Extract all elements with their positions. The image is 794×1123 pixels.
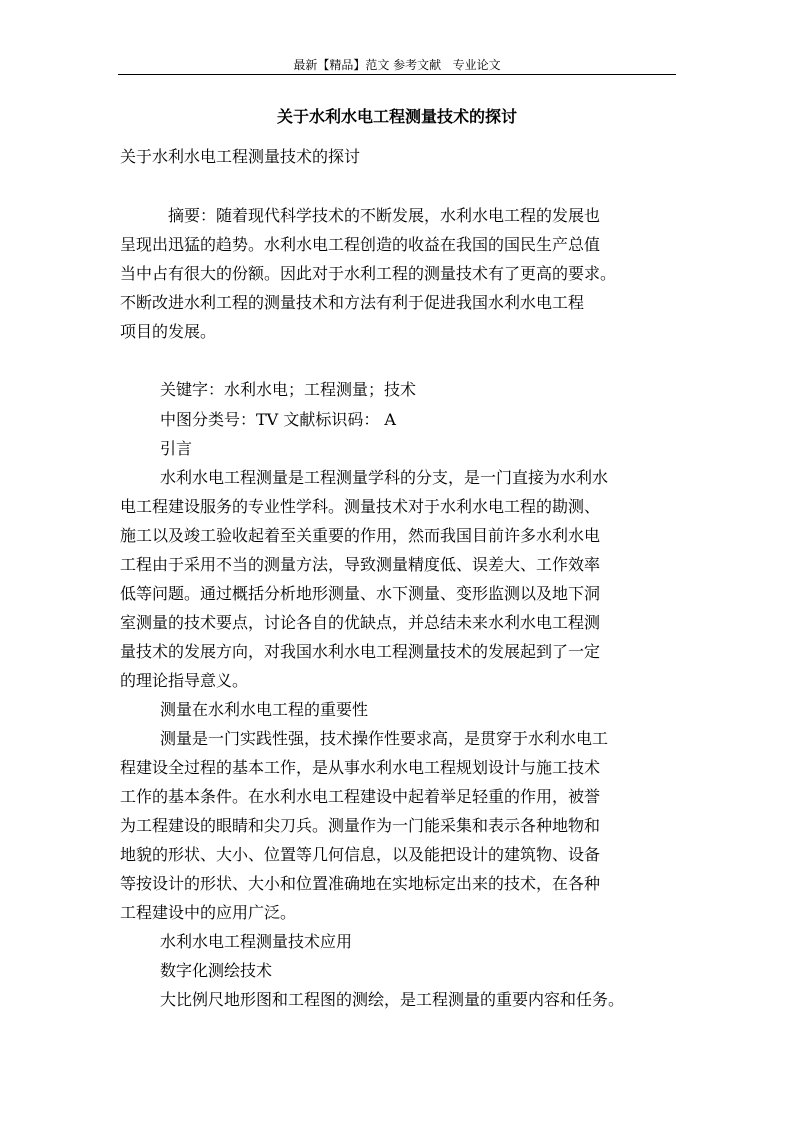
paragraph-line: 等按设计的形状、大小和位置准确地在实地标定出来的技术，在各种 [120, 874, 601, 893]
paragraph-line: 程建设全过程的基本工作，是从事水利水电工程规划设计与施工技术 [120, 758, 601, 777]
paragraph-line: 量技术的发展方向，对我国水利水电工程测量技术的发展起到了一定 [120, 642, 601, 661]
paragraph-line: 施工以及竣工验收起着至关重要的作用，然而我国目前许多水利水电 [120, 526, 601, 545]
paragraph-line: 低等问题。通过概括分析地形测量、水下测量、变形监测以及地下洞 [120, 584, 601, 603]
section-heading: 测量在水利水电工程的重要性 [160, 700, 369, 719]
keywords-line: 关键字：水利水电；工程测量；技术 [160, 380, 417, 399]
header-divider [118, 74, 676, 75]
classification-line: 中图分类号：TV 文献标识码： A [160, 410, 396, 429]
abstract-line: 项目的发展。 [120, 322, 217, 341]
paragraph-line: 电工程建设服务的专业性学科。测量技术对于水利水电工程的勘测、 [120, 497, 601, 516]
abstract-line: 呈现出迅猛的趋势。水利水电工程创造的收益在我国的国民生产总值 [120, 235, 601, 254]
paragraph-line: 测量是一门实践性强，技术操作性要求高，是贯穿于水利水电工 [160, 729, 609, 748]
paragraph-line: 为工程建设的眼睛和尖刀兵。测量作为一门能采集和表示各种地物和 [120, 816, 601, 835]
paragraph-line: 室测量的技术要点，讨论各自的优缺点，并总结未来水利水电工程测 [120, 613, 601, 632]
paragraph-line: 大比例尺地形图和工程图的测绘，是工程测量的重要内容和任务。 [160, 990, 625, 1009]
paragraph-line: 的理论指导意义。 [120, 671, 249, 690]
paragraph-line: 工程建设中的应用广泛。 [120, 903, 297, 922]
paragraph-line: 地貌的形状、大小、位置等几何信息，以及能把设计的建筑物、设备 [120, 845, 601, 864]
abstract-line: 不断改进水利工程的测量技术和方法有利于促进我国水利水电工程 [120, 293, 585, 312]
subtitle-line: 关于水利水电工程测量技术的探讨 [120, 147, 361, 166]
abstract-line: 当中占有很大的份额。因此对于水利工程的测量技术有了更高的要求。 [120, 264, 617, 283]
paragraph-line: 工作的基本条件。在水利水电工程建设中起着举足轻重的作用，被誉 [120, 787, 601, 806]
abstract-line: 摘要：随着现代科学技术的不断发展，水利水电工程的发展也 [168, 206, 601, 225]
document-title: 关于水利水电工程测量技术的探讨 [276, 107, 517, 126]
subsection-heading: 数字化测绘技术 [160, 961, 273, 980]
paragraph-line: 工程由于采用不当的测量方法，导致测量精度低、误差大、工作效率 [120, 555, 601, 574]
running-header: 最新【精品】范文 参考文献 专业论文 [293, 58, 501, 72]
paragraph-line: 水利水电工程测量是工程测量学科的分支，是一门直接为水利水 [160, 468, 609, 487]
section-heading: 引言 [160, 439, 193, 458]
section-heading: 水利水电工程测量技术应用 [160, 932, 353, 951]
